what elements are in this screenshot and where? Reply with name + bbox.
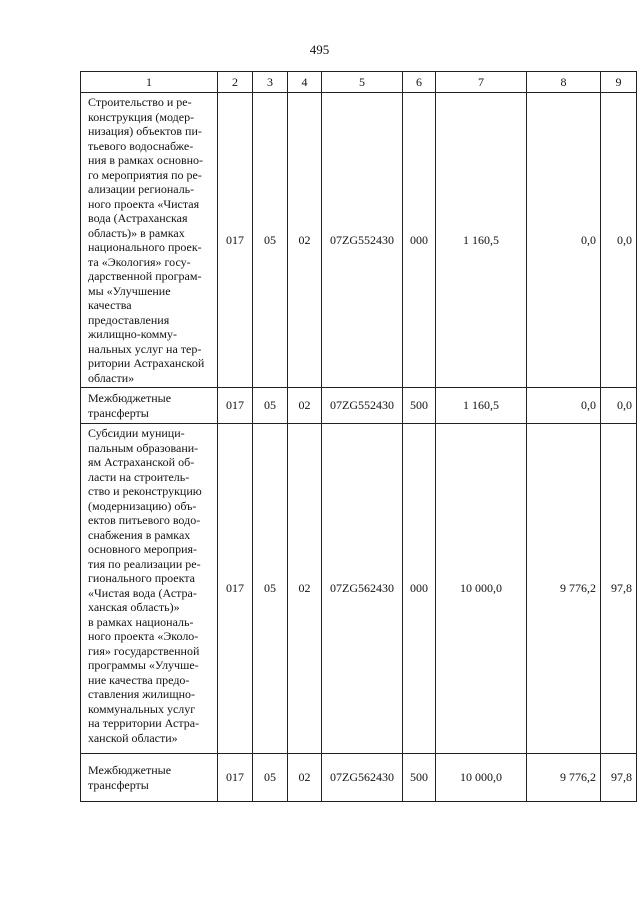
row-description-text: Строительство и ре- конструкция (модер- низация) объектов пи- тьевого водоснабже- ния в рамках основно- го мероприятия по ре- ализации региональ- ного проекта «Чистая вода (Астраханская область)» в рамках национального проек- та «Экология» госу- дарственной програм- мы «Улучшение качества предоставления жилищно-комму- нальных услуг на тер- ритории Астраханской области» — [88, 95, 205, 385]
row-description-text: Межбюджетные трансферты — [88, 763, 172, 792]
row-description-text: Межбюджетные трансферты — [88, 391, 172, 420]
cell-planned: 10 000,0 — [436, 424, 527, 754]
cell-admin-code: 017 — [218, 754, 253, 802]
cell-subsection: 02 — [288, 388, 322, 424]
header-cell-3: 3 — [253, 72, 288, 93]
cell-section: 05 — [253, 93, 288, 388]
cell-planned: 10 000,0 — [436, 754, 527, 802]
cell-admin-code: 017 — [218, 424, 253, 754]
page-number: 495 — [309, 42, 330, 57]
cell-executed: 9 776,2 — [527, 754, 601, 802]
row-description-text: Субсидии муници- пальным образовани- ям Астраханской об- ласти на строитель- ство и реконструкцию (модернизацию) объ- ектов питьевого водо- снабжения в рамках основного мероприя- тия по реализации ре- гионального проекта «Чистая вода (Астра- ханская область)» в рамках националь- ного проекта «Эколо- гия» государственной программы «Улучше- ние качества предо- ставления жилищно- коммунальных услуг на территории Астра- ханской области» — [88, 426, 202, 745]
header-cell-7: 7 — [436, 72, 527, 93]
cell-expense-type: 000 — [403, 93, 436, 388]
cell-subsection: 02 — [288, 754, 322, 802]
budget-table — [80, 71, 637, 802]
cell-planned: 1 160,5 — [436, 93, 527, 388]
table-row — [81, 93, 637, 388]
cell-planned: 1 160,5 — [436, 388, 527, 424]
header-cell-4: 4 — [288, 72, 322, 93]
row-description — [81, 754, 218, 802]
cell-target-article: 07ZG552430 — [322, 388, 403, 424]
cell-target-article: 07ZG562430 — [322, 754, 403, 802]
cell-subsection: 02 — [288, 424, 322, 754]
cell-executed: 0,0 — [527, 388, 601, 424]
table-header-row — [81, 72, 637, 93]
cell-percent: 97,8 — [601, 424, 637, 754]
header-cell-2: 2 — [218, 72, 253, 93]
table-row — [81, 388, 637, 424]
header-cell-8: 8 — [527, 72, 601, 93]
header-cell-9: 9 — [601, 72, 637, 93]
cell-section: 05 — [253, 388, 288, 424]
cell-expense-type: 500 — [403, 388, 436, 424]
cell-expense-type: 500 — [403, 754, 436, 802]
cell-admin-code: 017 — [218, 388, 253, 424]
table-row — [81, 754, 637, 802]
row-description — [81, 93, 218, 388]
row-description — [81, 424, 218, 754]
header-cell-1: 1 — [81, 72, 218, 93]
cell-target-article: 07ZG562430 — [322, 424, 403, 754]
cell-percent: 0,0 — [601, 93, 637, 388]
cell-section: 05 — [253, 754, 288, 802]
cell-expense-type: 000 — [403, 424, 436, 754]
header-cell-5: 5 — [322, 72, 403, 93]
header-cell-6: 6 — [403, 72, 436, 93]
row-description — [81, 388, 218, 424]
cell-target-article: 07ZG552430 — [322, 93, 403, 388]
cell-subsection: 02 — [288, 93, 322, 388]
cell-executed: 0,0 — [527, 93, 601, 388]
cell-percent: 97,8 — [601, 754, 637, 802]
table-row — [81, 424, 637, 754]
cell-admin-code: 017 — [218, 93, 253, 388]
cell-section: 05 — [253, 424, 288, 754]
cell-executed: 9 776,2 — [527, 424, 601, 754]
cell-percent: 0,0 — [601, 388, 637, 424]
